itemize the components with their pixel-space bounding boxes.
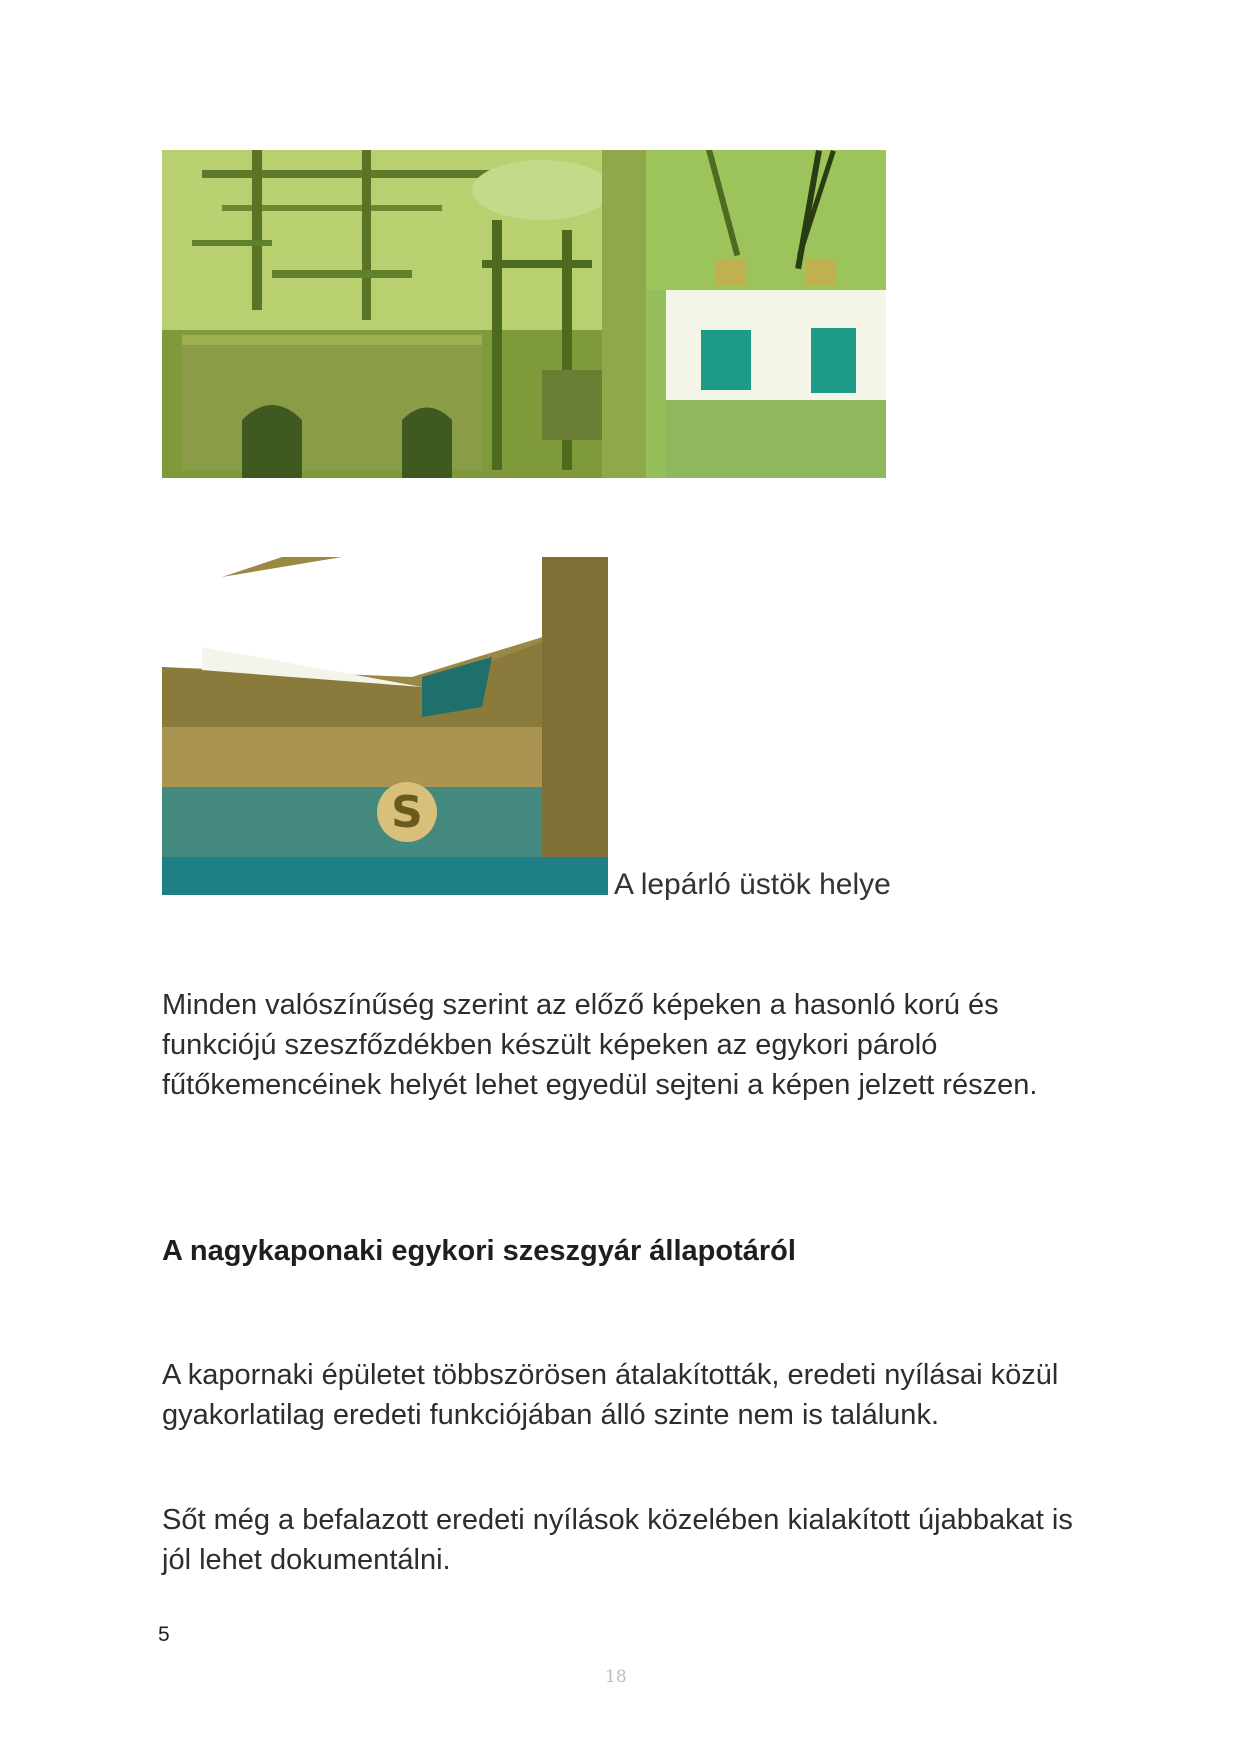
ceiling-ruins-photo bbox=[162, 557, 608, 895]
figure-caption: A lepárló üstök helye bbox=[614, 868, 891, 901]
scan-page-number: 18 bbox=[605, 1667, 627, 1687]
paragraph: Sőt még a befalazott eredeti nyílások közelében kialakított újabbakat is jól lehet dokumentálni. bbox=[162, 1504, 1073, 1576]
paragraph: A kapornaki épületet többszörösen átalakították, eredeti nyílásai közül gyakorlatilag eredeti funkciójában álló szinte nem is találunk. bbox=[162, 1359, 1059, 1431]
paragraph: Minden valószínűség szerint az előző képeken a hasonló korú és funkciójú szeszfőzdékben készült képeken az egykori pároló fűtőkemencéinek helyét lehet egyedül sejteni a képen jelzett részen. bbox=[162, 989, 1038, 1101]
distillery-interior-photo bbox=[162, 150, 646, 478]
page-number: 5 bbox=[158, 1623, 170, 1646]
section-heading: A nagykaponaki egykori szeszgyár állapotáról bbox=[162, 1235, 796, 1267]
svg-text:S: S bbox=[391, 787, 423, 838]
furnace-room-photo bbox=[646, 150, 886, 478]
